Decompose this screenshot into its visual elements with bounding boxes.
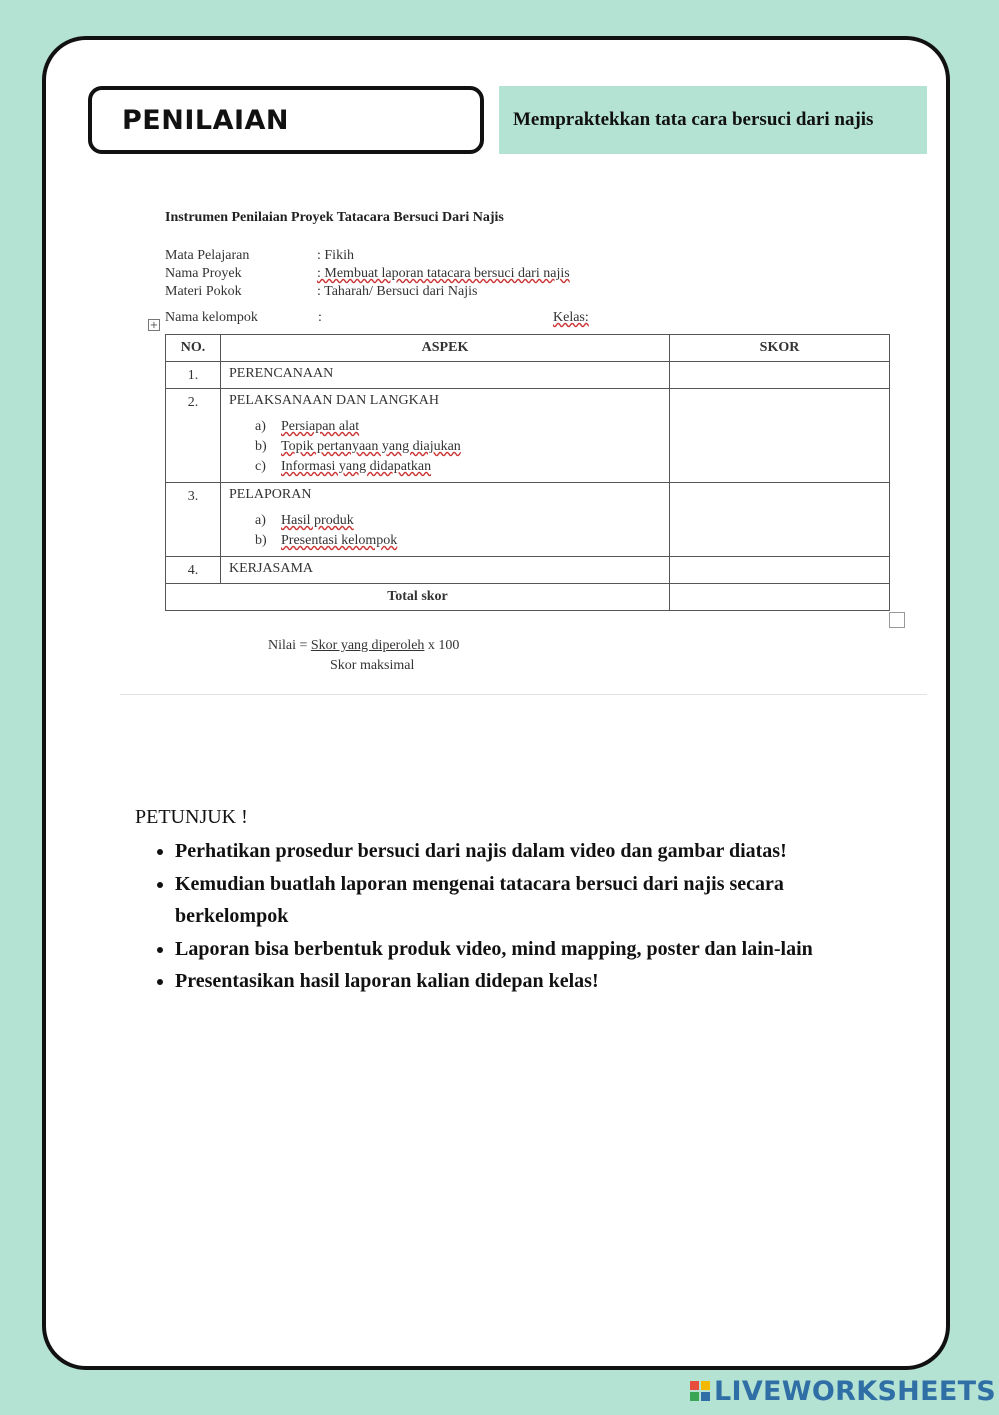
logo-square [701,1381,710,1390]
total-score-cell[interactable] [670,584,890,611]
row-aspect: KERJASAMA [221,557,670,584]
row-aspect: PELAPORAN [229,487,312,502]
score-cell[interactable] [670,557,890,584]
subitem: b) Presentasi kelompok [255,533,398,548]
formula-prefix: Nilai = [268,638,308,653]
instruction-item: • Laporan bisa berbentuk produk video, mind mapping, poster dan lain-lain [175,933,895,966]
table-resize-handle-icon[interactable] [889,612,905,628]
field-value: : Membuat laporan tatacara bersuci dari najis [317,266,570,281]
formula-denominator: Skor maksimal [330,658,415,673]
subitem-list [255,511,661,551]
document-fields [165,247,570,301]
field-row [165,265,570,283]
formula-multiplier: x 100 [427,638,460,653]
field-value: : Taharah/ Bersuci dari Najis [317,284,478,299]
row-aspect-cell [221,389,670,483]
field-label: Mata Pelajaran [165,248,250,263]
field-value: : Fikih [317,248,354,263]
total-row [166,584,890,611]
assessment-table [165,334,890,611]
subitem: c) Informasi yang didapatkan [255,459,432,474]
watermark-text: LIVEWORKSHEETS [714,1375,997,1407]
instructions-list [135,835,895,998]
logo-square [690,1392,699,1401]
liveworksheets-watermark [690,1374,996,1408]
row-number: 1. [166,362,221,389]
subitem: a) Persiapan alat [255,419,360,434]
score-cell[interactable] [670,483,890,557]
row-number: 2. [166,389,221,483]
total-label: Total skor [166,584,670,611]
instructions-section [135,806,895,998]
header-no: NO. [166,335,221,362]
instruction-item: • Kemudian buatlah laporan mengenai tatacara bersuci dari najis secara berkelompok [175,868,895,933]
instruction-item: • Perhatikan prosedur bersuci dari najis dalam video dan gambar diatas! [175,835,895,868]
subitem-list [255,417,661,477]
table-row [166,483,890,557]
group-label: Nama kelompok [165,310,258,325]
table-row [166,389,890,483]
table-row [166,557,890,584]
table-header-row [166,335,890,362]
header-aspect: ASPEK [221,335,670,362]
field-label: Materi Pokok [165,284,242,299]
row-number: 4. [166,557,221,584]
section-divider [120,694,927,695]
group-colon: : [318,310,322,325]
subitem: b) Topik pertanyaan yang diajukan [255,439,461,454]
score-cell[interactable] [670,389,890,483]
field-row [165,283,570,301]
field-label: Nama Proyek [165,266,242,281]
formula-numerator: Skor yang diperoleh [310,638,425,653]
logo-square [701,1392,710,1401]
row-aspect-cell [221,483,670,557]
document-title: Instrumen Penilaian Proyek Tatacara Bersuci Dari Najis [165,210,504,225]
field-row [165,247,570,265]
logo-square [690,1381,699,1390]
table-move-handle-icon[interactable]: + [149,320,159,331]
table-row [166,362,890,389]
header-score: SKOR [670,335,890,362]
class-label: Kelas: [553,310,589,325]
score-formula [268,638,459,674]
formula-line [268,638,459,654]
score-cell[interactable] [670,362,890,389]
topic-banner: Mempraktekkan tata cara bersuci dari najis [499,86,927,154]
row-aspect: PELAKSANAAN DAN LANGKAH [229,393,439,408]
worksheet-card [42,36,950,1370]
instruction-item: • Presentasikan hasil laporan kalian didepan kelas! [175,965,895,998]
instructions-heading: PETUNJUK ! [135,806,248,828]
row-aspect: PERENCANAAN [221,362,670,389]
group-field-row [148,309,608,331]
page-title: PENILAIAN [88,86,484,154]
liveworksheets-logo-icon [690,1381,710,1401]
row-number: 3. [166,483,221,557]
subitem: a) Hasil produk [255,513,354,528]
